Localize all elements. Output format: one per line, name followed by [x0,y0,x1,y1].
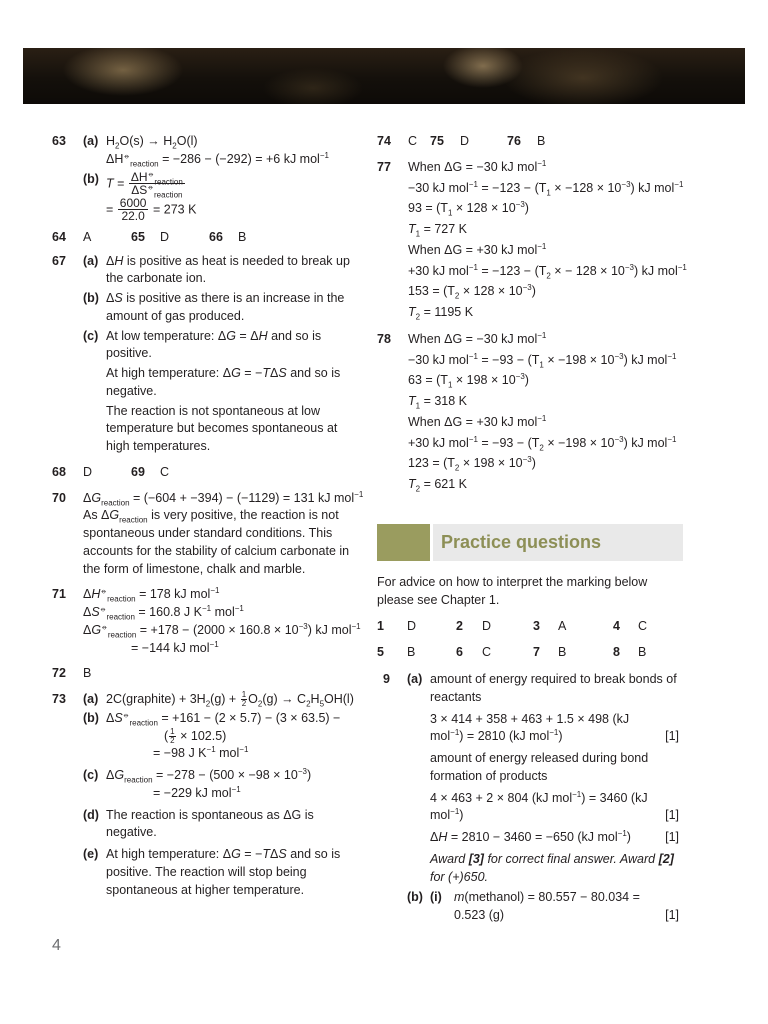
question-70: 70 $\Delta G_{reaction} = (-604 + -394) - (-1129) = 131$ kJ mol$^{-1}$ As $\Delta G_{reaction}$ is very positive, the reaction is not spontaneous under standard conditions. This accounts for the stability of calcium carbonate in the form of limestone, chalk and marble. [52,489,364,576]
mark: [1] [665,830,679,844]
mark: [1] [665,908,679,922]
mcq-row: 74 C 75 D 76 B [377,134,546,148]
section-marker [377,524,430,561]
answers-row: 1 D 2 D 3 A 4 C [377,618,648,633]
question-73: 73 (a) 2C(graphite) + $3H_2(g)$ + $\frac{1}{2}$ $O_2(g) \to C_2H_5OH(l)$ (b) $\Delta S^⦵_{reaction} = +161 - (2 \times 5.7) - (3 \times 63.5)$ − ( $\frac{1}{2}$ × 102.5) = −98 J $K^{-1}$ mol$^{-1}$ (c) $\Delta G_{reaction} = -278 - (500 \times -98 \times 10^{-3})$ = −229 kJ mol$^{-1}$ (d) The reaction is spontaneous as ΔG is negative. (e) At high temperature: ΔG = −TΔS and so is positive. The reaction will stop being spontaneous at higher temperature. [52,690,354,897]
question-77: 77 When ΔG = −30 kJ mol$^{-1}$ −30 kJ $mol^{-1} = -123 - (T_1 \times -128 \times 10^{-3})$ kJ mol$^{-1}$ $93 = (T_1 \times 128 \times 10^{-3})$ $T_1 = 727$ K When ΔG = +30 kJ mol$^{-1}$ +30 kJ $mol^{-1} = -123 - (T_2$ × − $128 \times 10^{-3}$) kJ mol$^{-1}$ $153 = (T_2 \times 128 \times 10^{-3})$ $T_2 = 1195$ K [377,158,687,322]
mark: [1] [665,808,679,823]
question-78: 78 When ΔG = −30 kJ mol$^{-1}$ −30 kJ $mol^{-1} = -93 - (T_1 \times -198 \times 10^{-3})$ kJ mol$^{-1}$ $63 = (T_1 \times 198 \times 10^{-3})$ $T_1 = 318$ K When ΔG = +30 kJ mol$^{-1}$ +30 kJ $mol^{-1} = -93 - (T_2 \times -198 \times 10^{-3})$ kJ mol$^{-1}$ $123 = (T_2 \times 198 \times 10^{-3})$ $T_2 = 621$ K [377,330,677,494]
question-71: 71 $\Delta H^⦵_{reaction} = 178$ kJ mol$^{-1}$ $\Delta S^⦵_{reaction} = 160.8$ J $K^{-1}$ mol$^{-1}$ $\Delta G^⦵_{reaction} = +178 - (2000 \times 160.8 \times 10^{-3})$ kJ mol$^{-1}$ = −144 kJ mol$^{-1}$ [52,586,361,655]
question-number: 63 [52,134,66,148]
fraction: $\frac{6000}{22.0}$ [119,195,147,224]
part-label: (b) [83,171,99,186]
practice-column [377,574,683,931]
section-title: Practice questions [433,524,683,561]
marking-note: Award [3] for correct final answer. Award [2] for (+)650. [430,851,674,884]
fraction: $\frac{\Delta H^⦵_{reaction}}{\Delta S^⦵_{reaction}}$ [130,168,183,200]
mark: [1] [665,729,679,744]
mcq-row: 64 A 65 D 66 B [52,229,247,244]
practice-intro: For advice on how to interpret the marking below please see Chapter 1. [377,575,648,607]
part-label: (a) [83,134,99,148]
answers-row: 5 B 6 C 7 B 8 B [377,645,647,660]
header-banner [23,48,745,104]
question-9: 9 (a) amount of energy required to break bonds of reactants 3 × 414 + 358 + 463 + 1.5 × 498 (kJ mol$^{-1}$) = 2810 (kJ mol$^{-1}$) [1] amount of energy released during bond formation of products 4 × 463 + 2 × 804 (kJ mol$^{-1}$) = 3460 (kJ mol$^{-1}$) [1] ΔH = 2810 − 3460 = −650 (kJ mol$^{-1}$) [1] Award [3] for correct final answer. Award [2] for (+)650. (b) (i) m(methanol) = 80.557 − 80.034 = 0.523 (g) [1] [377,671,683,925]
question-67: 67 (a) ΔH is positive as heat is needed to break up the carbonate ion. (b) ΔS is positive as there is an increase in the amount of gas produced. (c) At low temperature: ΔG = ΔH and so is positive. At high temperature: ΔG = −TΔS and so is negative. The reaction is not spontaneous at low temperature but becomes spontaneous at high temperatures. [52,253,350,454]
mcq-row: 68 D 69 C [52,464,170,479]
page-number: 4 [52,937,61,954]
question-63: 63 (a) $H_2O(s) \to H_2O(l)$ $\Delta H^⦵_{reaction} = -286 - (-292) = +6$ kJ mol$^{-1}$ (b) T = $\frac{\Delta H^⦵_{reaction}}{\Delta S^⦵_{reaction}}$ = $\frac{6000}{22.0}$ = 273 K [52,134,329,224]
left-column [52,133,362,905]
practice-questions-header [377,524,683,561]
question-72: 72 B [52,666,92,681]
right-column [377,133,687,501]
